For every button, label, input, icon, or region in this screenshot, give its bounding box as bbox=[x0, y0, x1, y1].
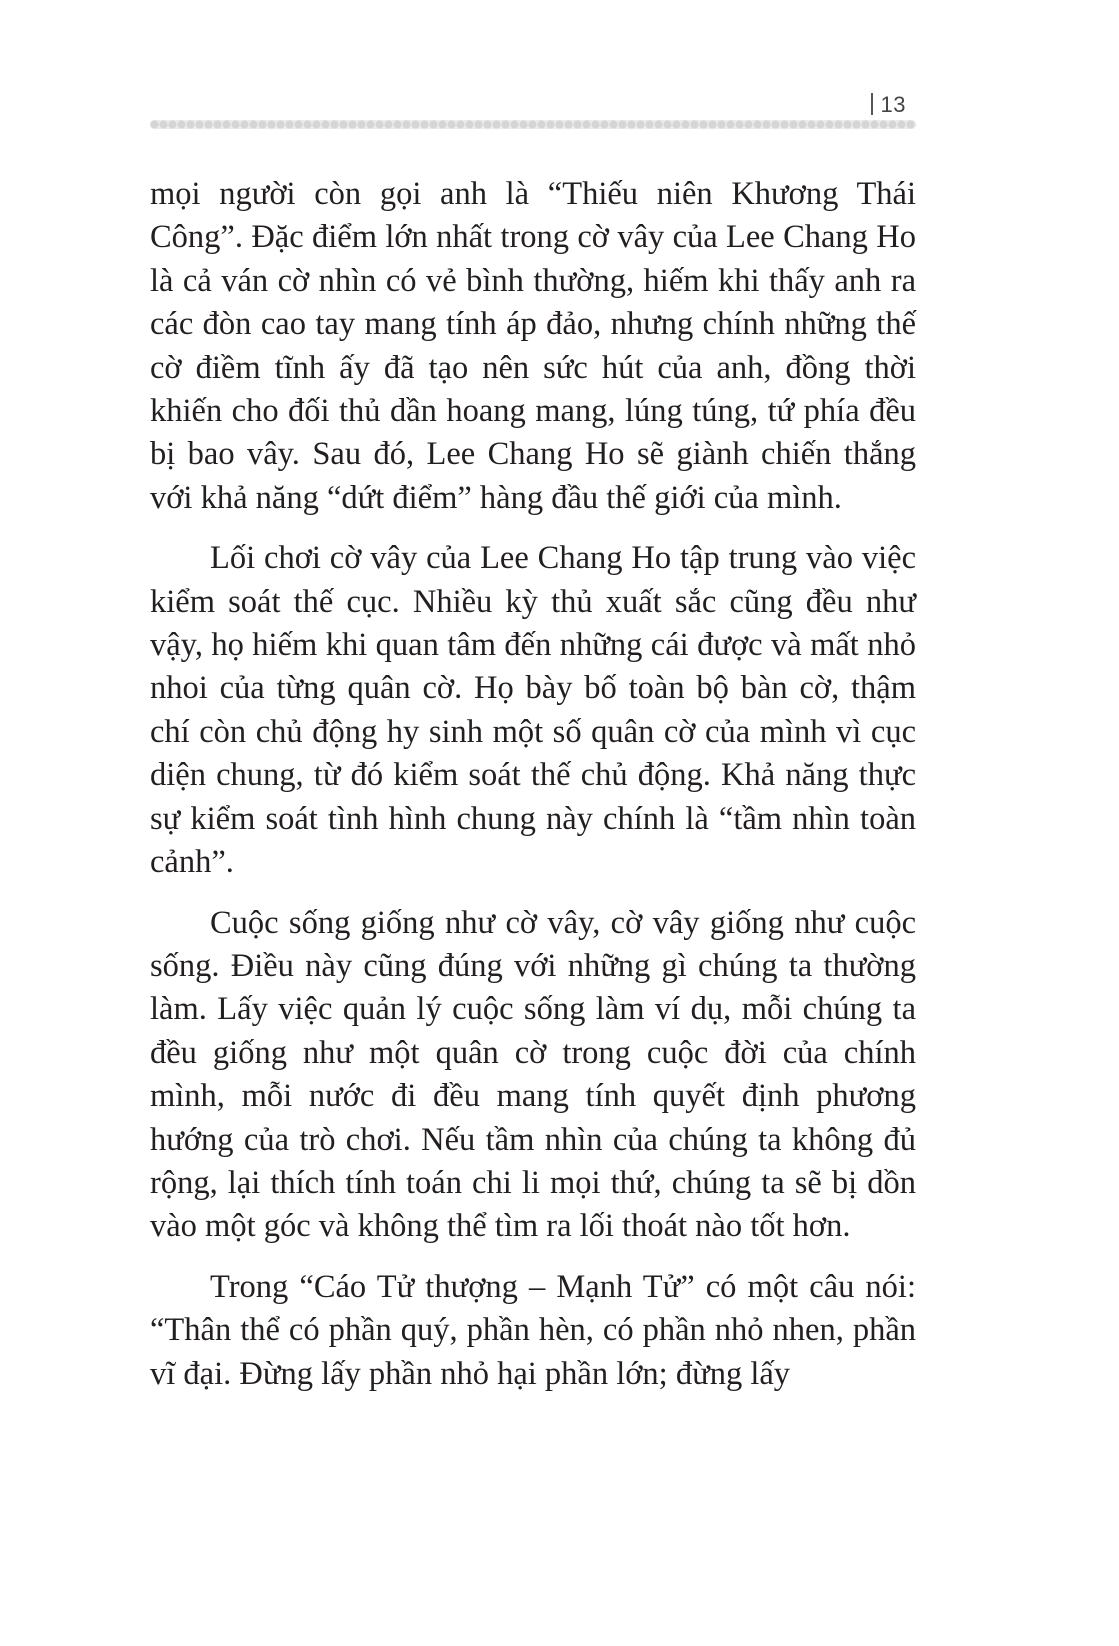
page-number-value: 13 bbox=[880, 92, 906, 117]
body-text bbox=[150, 173, 916, 1413]
paragraph-4: Trong “Cáo Tử thượng – Mạnh Tử” có một câu nói: “Thân thể có phần quý, phần hèn, có phần nhỏ nhen, phần vĩ đại. Đừng lấy phần nhỏ hại phần lớn; đừng lấy bbox=[150, 1268, 916, 1392]
header-dotted-rule bbox=[150, 120, 916, 129]
paragraph-2: Lối chơi cờ vây của Lee Chang Ho tập trung vào việc kiểm soát thế cục. Nhiều kỳ thủ xuất sắc cũng đều như vậy, họ hiếm khi quan tâm đến những cái được và mất nhỏ nhoi của từng quân cờ. Họ bày bố toàn bộ bàn cờ, thậm chí còn chủ động hy sinh một số quân cờ của mình vì cục diện chung, từ đó kiểm soát thế chủ động. Khả năng thực sự kiểm soát tình hình chung này chính là “tầm nhìn toàn cảnh”. bbox=[150, 540, 916, 881]
paragraph-1: mọi người còn gọi anh là “Thiếu niên Khương Thái Công”. Đặc điểm lớn nhất trong cờ vây của Lee Chang Ho là cả ván cờ nhìn có vẻ bình thường, hiếm khi thấy anh ra các đòn cao tay mang tính áp đảo, nhưng chính những thế cờ điềm tĩnh ấy đã tạo nên sức hút của anh, đồng thời khiến cho đối thủ dần hoang mang, lúng túng, tứ phía đều bị bao vây. Sau đó, Lee Chang Ho sẽ giành chiến thắng với khả năng “dứt điểm” hàng đầu thế giới của mình. bbox=[150, 176, 916, 516]
page-number bbox=[871, 92, 906, 118]
page-header bbox=[150, 92, 916, 132]
page-number-separator bbox=[871, 93, 873, 115]
paragraph-3: Cuộc sống giống như cờ vây, cờ vây giống như cuộc sống. Điều này cũng đúng với những gì chúng ta thường làm. Lấy việc quản lý cuộc sống làm ví dụ, mỗi chúng ta đều giống như một quân cờ trong cuộc đời của chính mình, mỗi nước đi đều mang tính quyết định phương hướng của trò chơi. Nếu tầm nhìn của chúng ta không đủ rộng, lại thích tính toán chi li mọi thứ, chúng ta sẽ bị dồn vào một góc và không thể tìm ra lối thoát nào tốt hơn. bbox=[150, 904, 916, 1245]
